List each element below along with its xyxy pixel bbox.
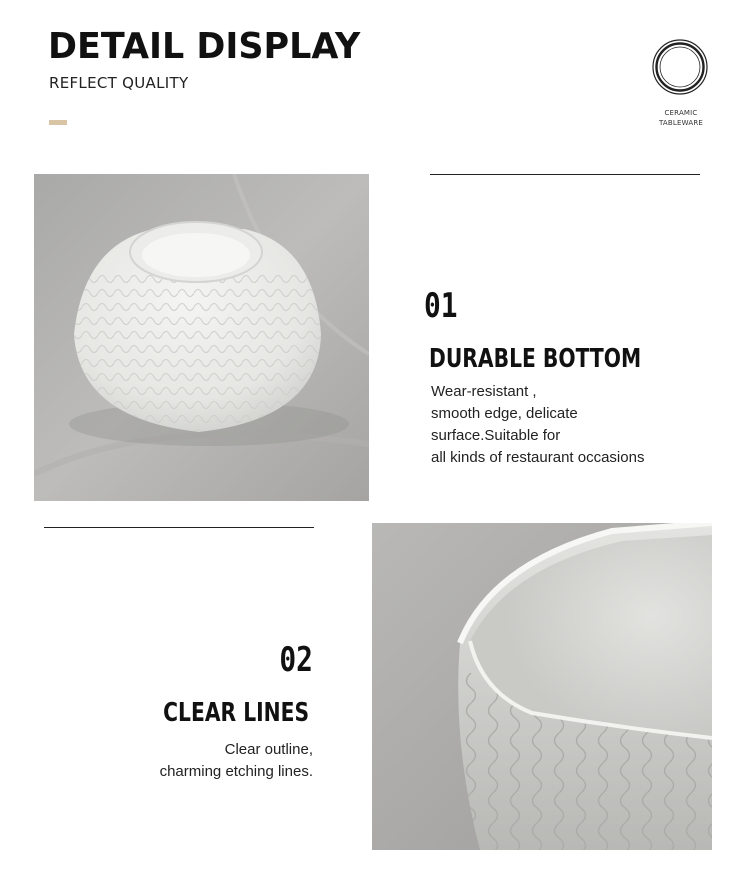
badge-line-2: TABLEWARE [658, 119, 704, 127]
description-line: charming etching lines. [159, 763, 313, 780]
accent-bar [49, 120, 67, 125]
page-title: DETAIL DISPLAY [48, 26, 361, 67]
description-line: Clear outline, [224, 741, 313, 758]
divider-line [430, 174, 700, 175]
feature-number: 02 [279, 640, 313, 680]
description-line: smooth edge, delicate [431, 405, 578, 422]
ring-logo-icon [652, 39, 708, 95]
page-subtitle: REFLECT QUALITY [49, 74, 189, 92]
bowl-bottom-photo [34, 174, 369, 501]
description-line: Wear-resistant , [431, 383, 537, 400]
feature-title: DURABLE BOTTOM [429, 344, 642, 374]
badge-caption [640, 108, 722, 128]
feature-description [431, 381, 644, 469]
divider-line [44, 527, 314, 528]
description-line: all kinds of restaurant occasions [431, 449, 645, 466]
description-line: surface.Suitable for [431, 427, 561, 444]
bowl-rim-closeup-photo [372, 523, 712, 850]
feature-description [160, 739, 313, 783]
feature-title: CLEAR LINES [163, 698, 309, 728]
feature-number: 01 [424, 286, 458, 326]
badge-line-1: CERAMIC [664, 109, 698, 117]
